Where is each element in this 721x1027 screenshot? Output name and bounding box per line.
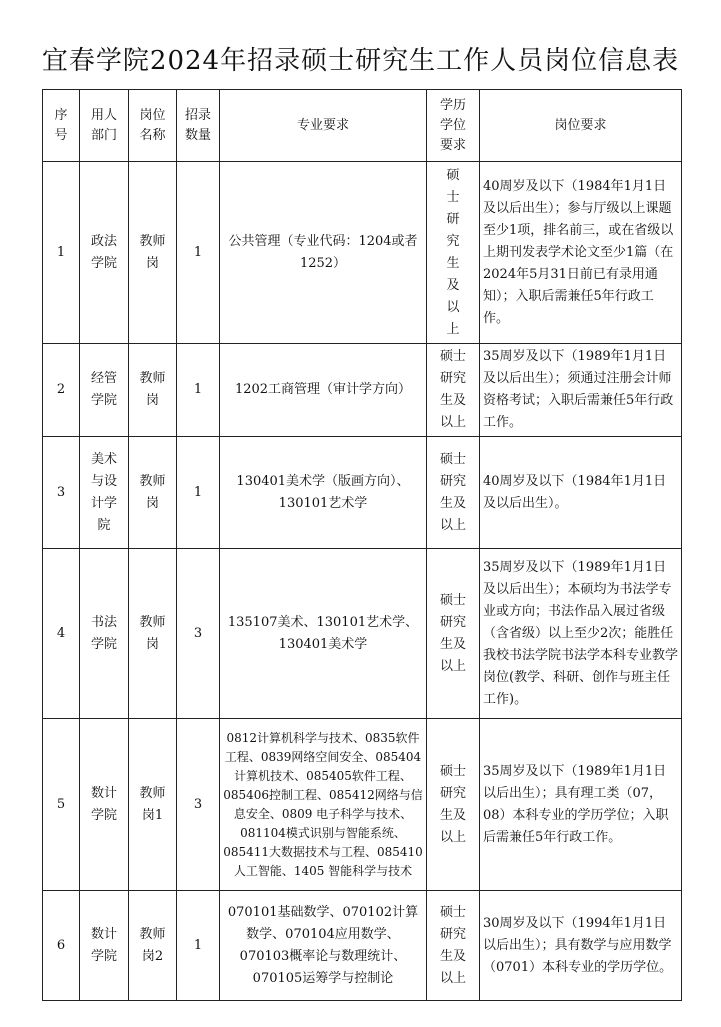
cell-count: 1 [177, 162, 220, 344]
header-edu: 学历学位要求 [427, 90, 480, 162]
cell-dept: 书法学院 [80, 549, 129, 719]
cell-edu: 硕士研究生及以上 [427, 344, 480, 437]
cell-dept: 美术与设计学院 [80, 437, 129, 549]
table-row [43, 891, 682, 1001]
cell-req: 35周岁及以下（1989年1月1日以后出生）；具有理工类（07，08）本科专业的学历学位；入职后需兼任5年行政工作。 [480, 719, 682, 891]
cell-dept: 数计学院 [80, 719, 129, 891]
cell-req: 35周岁及以下（1989年1月1日及以后出生）；本硕均为书法学专业或方向；书法作品入展过省级（含省级）以上至少2次；能胜任我校书法学院书法学本科专业教学岗位(教学、科研、创作与班主任工作)。 [480, 549, 682, 719]
table-row [43, 719, 682, 891]
cell-count: 1 [177, 437, 220, 549]
page-title: 宜春学院2024年招录硕士研究生工作人员岗位信息表 [41, 46, 680, 76]
cell-no: 4 [43, 549, 80, 719]
position-info-table [42, 89, 682, 1001]
header-major: 专业要求 [220, 90, 427, 162]
cell-major: 135107美术、130101艺术学、130401美术学 [220, 549, 427, 719]
cell-major: 公共管理（专业代码：1204或者1252） [220, 162, 427, 344]
table-row [43, 162, 682, 344]
cell-edu: 硕士研究生及以上 [446, 167, 460, 337]
cell-position: 教师岗2 [129, 891, 177, 1001]
table-row [43, 344, 682, 437]
header-dept: 用人部门 [80, 90, 129, 162]
cell-dept: 经管学院 [80, 344, 129, 437]
header-position: 岗位名称 [129, 90, 177, 162]
cell-position: 教师岗 [129, 162, 177, 344]
cell-no: 6 [43, 891, 80, 1001]
cell-req: 40周岁及以下（1984年1月1日及以后出生）。 [480, 437, 682, 549]
table-row [43, 549, 682, 719]
cell-no: 2 [43, 344, 80, 437]
cell-position: 教师岗 [129, 344, 177, 437]
cell-no: 3 [43, 437, 80, 549]
table-header-row [43, 90, 682, 162]
header-count: 招录数量 [177, 90, 220, 162]
cell-count: 1 [177, 891, 220, 1001]
cell-no: 5 [43, 719, 80, 891]
cell-edu: 硕士研究生及以上 [427, 891, 480, 1001]
cell-position: 教师岗1 [129, 719, 177, 891]
cell-edu: 硕士研究生及以上 [427, 437, 480, 549]
cell-req: 35周岁及以下（1989年1月1日及以后出生）；须通过注册会计师资格考试；入职后需兼任5年行政工作。 [480, 344, 682, 437]
cell-major: 1202工商管理（审计学方向） [220, 344, 427, 437]
cell-count: 3 [177, 549, 220, 719]
cell-no: 1 [43, 162, 80, 344]
cell-req: 30周岁及以下（1994年1月1日以后出生）；具有数学与应用数学（0701）本科专业的学历学位。 [480, 891, 682, 1001]
cell-position: 教师岗 [129, 437, 177, 549]
cell-dept: 政法学院 [80, 162, 129, 344]
header-no: 序号 [43, 90, 80, 162]
cell-edu: 硕士研究生及以上 [427, 719, 480, 891]
cell-dept: 数计学院 [80, 891, 129, 1001]
cell-edu: 硕士研究生及以上 [427, 549, 480, 719]
cell-position: 教师岗 [129, 549, 177, 719]
cell-req: 40周岁及以下（1984年1月1日及以后出生）；参与厅级以上课题至少1项，排名前三，或在省级以上期刊发表学术论文至少1篇（在2024年5月31日前已有录用通知）；入职后需兼任5年行政工作。 [480, 162, 682, 344]
header-req: 岗位要求 [480, 90, 682, 162]
cell-major: 0812计算机科学与技术、0835软件工程、0839网络空间安全、085404计算机技术、085405软件工程、085406控制工程、085412网络与信息安全、0809 电子科学与技术、081104模式识别与智能系统、085411大数据技术与工程、085410人工智能、1405 智能科学与技术 [220, 719, 427, 891]
cell-major: 070101基础数学、070102计算数学、070104应用数学、070103概率论与数理统计、070105运筹学与控制论 [220, 891, 427, 1001]
cell-major: 130401美术学（版画方向）、130101艺术学 [220, 437, 427, 549]
table-row [43, 437, 682, 549]
cell-count: 3 [177, 719, 220, 891]
cell-count: 1 [177, 344, 220, 437]
